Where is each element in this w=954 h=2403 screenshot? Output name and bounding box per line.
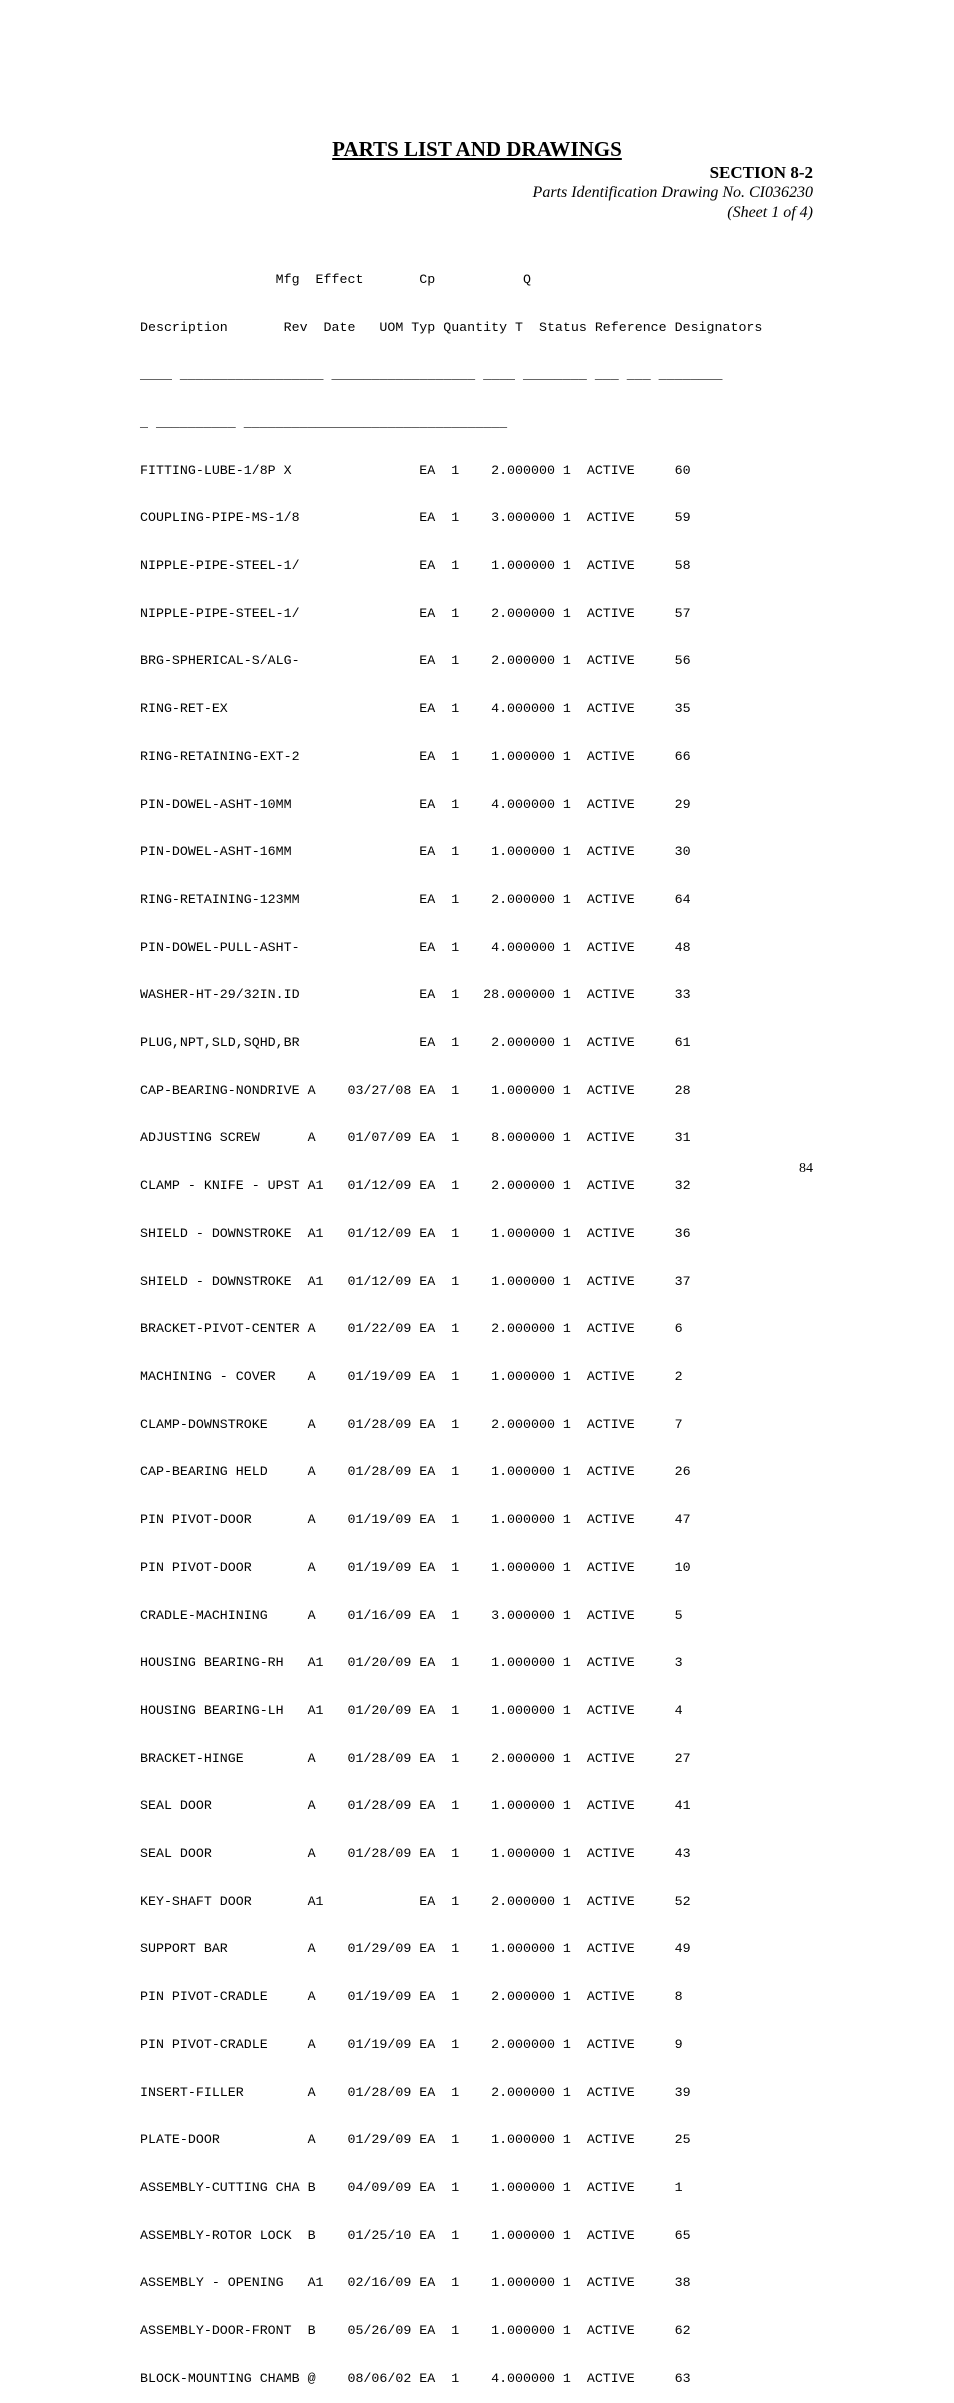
header-rule: _ __________ _________________________________: [140, 414, 508, 430]
parts-row: MACHINING - COVER A 01/19/09 EA 1 1.000000 1 ACTIVE 2: [140, 1368, 683, 1384]
parts-row: NIPPLE-PIPE-STEEL-1/ EA 1 1.000000 1 ACTIVE 58: [140, 558, 691, 574]
parts-row: PIN PIVOT-DOOR A 01/19/09 EA 1 1.000000 1 ACTIVE 10: [140, 1559, 691, 1575]
parts-row: CLAMP - KNIFE - UPST A1 01/12/09 EA 1 2.000000 1 ACTIVE 32: [140, 1178, 691, 1194]
parts-row: PIN PIVOT-CRADLE A 01/19/09 EA 1 2.000000 1 ACTIVE 9: [140, 2036, 683, 2052]
header-line: Description Rev Date UOM Typ Quantity T Status Reference Designators: [140, 319, 763, 335]
parts-row: CLAMP-DOWNSTROKE A 01/28/09 EA 1 2.000000 1 ACTIVE 7: [140, 1416, 683, 1432]
parts-row: SEAL DOOR A 01/28/09 EA 1 1.000000 1 ACTIVE 43: [140, 1846, 691, 1862]
parts-row: ASSEMBLY-ROTOR LOCK B 01/25/10 EA 1 1.000000 1 ACTIVE 65: [140, 2227, 691, 2243]
parts-row: CAP-BEARING HELD A 01/28/09 EA 1 1.000000 1 ACTIVE 26: [140, 1464, 691, 1480]
section-heading: SECTION 8-2: [709, 163, 813, 182]
parts-row: ADJUSTING SCREW A 01/07/09 EA 1 8.000000 1 ACTIVE 31: [140, 1130, 691, 1146]
parts-row: INSERT-FILLER A 01/28/09 EA 1 2.000000 1 ACTIVE 39: [140, 2084, 691, 2100]
page-number: 84: [799, 1161, 813, 1176]
parts-row: PIN PIVOT-DOOR A 01/19/09 EA 1 1.000000 1 ACTIVE 47: [140, 1512, 691, 1528]
parts-row: BLOCK-MOUNTING CHAMB @ 08/06/02 EA 1 4.000000 1 ACTIVE 63: [140, 2370, 691, 2386]
parts-row: PLATE-DOOR A 01/29/09 EA 1 1.000000 1 ACTIVE 25: [140, 2132, 691, 2148]
sheet-indicator: (Sheet 1 of 4): [727, 204, 813, 221]
parts-row: COUPLING-PIPE-MS-1/8 EA 1 3.000000 1 ACTIVE 59: [140, 510, 691, 526]
parts-row: HOUSING BEARING-RH A1 01/20/09 EA 1 1.000000 1 ACTIVE 3: [140, 1655, 683, 1671]
parts-row: ASSEMBLY - OPENING A1 02/16/09 EA 1 1.000000 1 ACTIVE 38: [140, 2275, 691, 2291]
parts-row: WASHER-HT-29/32IN.ID EA 1 28.000000 1 ACTIVE 33: [140, 987, 691, 1003]
parts-row: RING-RET-EX EA 1 4.000000 1 ACTIVE 35: [140, 701, 691, 717]
parts-row: ASSEMBLY-DOOR-FRONT B 05/26/09 EA 1 1.000000 1 ACTIVE 62: [140, 2323, 691, 2339]
parts-row: SUPPORT BAR A 01/29/09 EA 1 1.000000 1 ACTIVE 49: [140, 1941, 691, 1957]
parts-row: SHIELD - DOWNSTROKE A1 01/12/09 EA 1 1.000000 1 ACTIVE 36: [140, 1225, 691, 1241]
parts-row: ASSEMBLY-CUTTING CHA B 04/09/09 EA 1 1.000000 1 ACTIVE 1: [140, 2179, 683, 2195]
parts-row: RING-RETAINING-EXT-2 EA 1 1.000000 1 ACTIVE 66: [140, 748, 691, 764]
parts-row: CAP-BEARING-NONDRIVE A 03/27/08 EA 1 1.000000 1 ACTIVE 28: [140, 1082, 691, 1098]
parts-row: HOUSING BEARING-LH A1 01/20/09 EA 1 1.000000 1 ACTIVE 4: [140, 1702, 683, 1718]
parts-row: RING-RETAINING-123MM EA 1 2.000000 1 ACTIVE 64: [140, 891, 691, 907]
header-rule: ____ __________________ __________________ ____ ________ ___ ___ ________: [140, 367, 723, 383]
parts-row: NIPPLE-PIPE-STEEL-1/ EA 1 2.000000 1 ACTIVE 57: [140, 605, 691, 621]
page-title: PARTS LIST AND DRAWINGS: [332, 137, 622, 161]
parts-row: PLUG,NPT,SLD,SQHD,BR EA 1 2.000000 1 ACTIVE 61: [140, 1035, 691, 1051]
parts-row: SHIELD - DOWNSTROKE A1 01/12/09 EA 1 1.000000 1 ACTIVE 37: [140, 1273, 691, 1289]
parts-row: PIN-DOWEL-ASHT-10MM EA 1 4.000000 1 ACTIVE 29: [140, 796, 691, 812]
parts-row: PIN-DOWEL-ASHT-16MM EA 1 1.000000 1 ACTIVE 30: [140, 844, 691, 860]
parts-list: [140, 240, 762, 2403]
parts-row: PIN-DOWEL-PULL-ASHT- EA 1 4.000000 1 ACTIVE 48: [140, 939, 691, 955]
parts-row: SEAL DOOR A 01/28/09 EA 1 1.000000 1 ACTIVE 41: [140, 1798, 691, 1814]
parts-row: PIN PIVOT-CRADLE A 01/19/09 EA 1 2.000000 1 ACTIVE 8: [140, 1989, 683, 2005]
header-line: Mfg Effect Cp Q: [140, 271, 531, 287]
drawing-number: Parts Identification Drawing No. CI036230: [532, 184, 813, 201]
parts-row: BRG-SPHERICAL-S/ALG- EA 1 2.000000 1 ACTIVE 56: [140, 653, 691, 669]
parts-row: CRADLE-MACHINING A 01/16/09 EA 1 3.000000 1 ACTIVE 5: [140, 1607, 683, 1623]
parts-row: BRACKET-PIVOT-CENTER A 01/22/09 EA 1 2.000000 1 ACTIVE 6: [140, 1321, 683, 1337]
parts-row: FITTING-LUBE-1/8P X EA 1 2.000000 1 ACTIVE 60: [140, 462, 691, 478]
parts-row: KEY-SHAFT DOOR A1 EA 1 2.000000 1 ACTIVE 52: [140, 1893, 691, 1909]
parts-row: BRACKET-HINGE A 01/28/09 EA 1 2.000000 1 ACTIVE 27: [140, 1750, 691, 1766]
